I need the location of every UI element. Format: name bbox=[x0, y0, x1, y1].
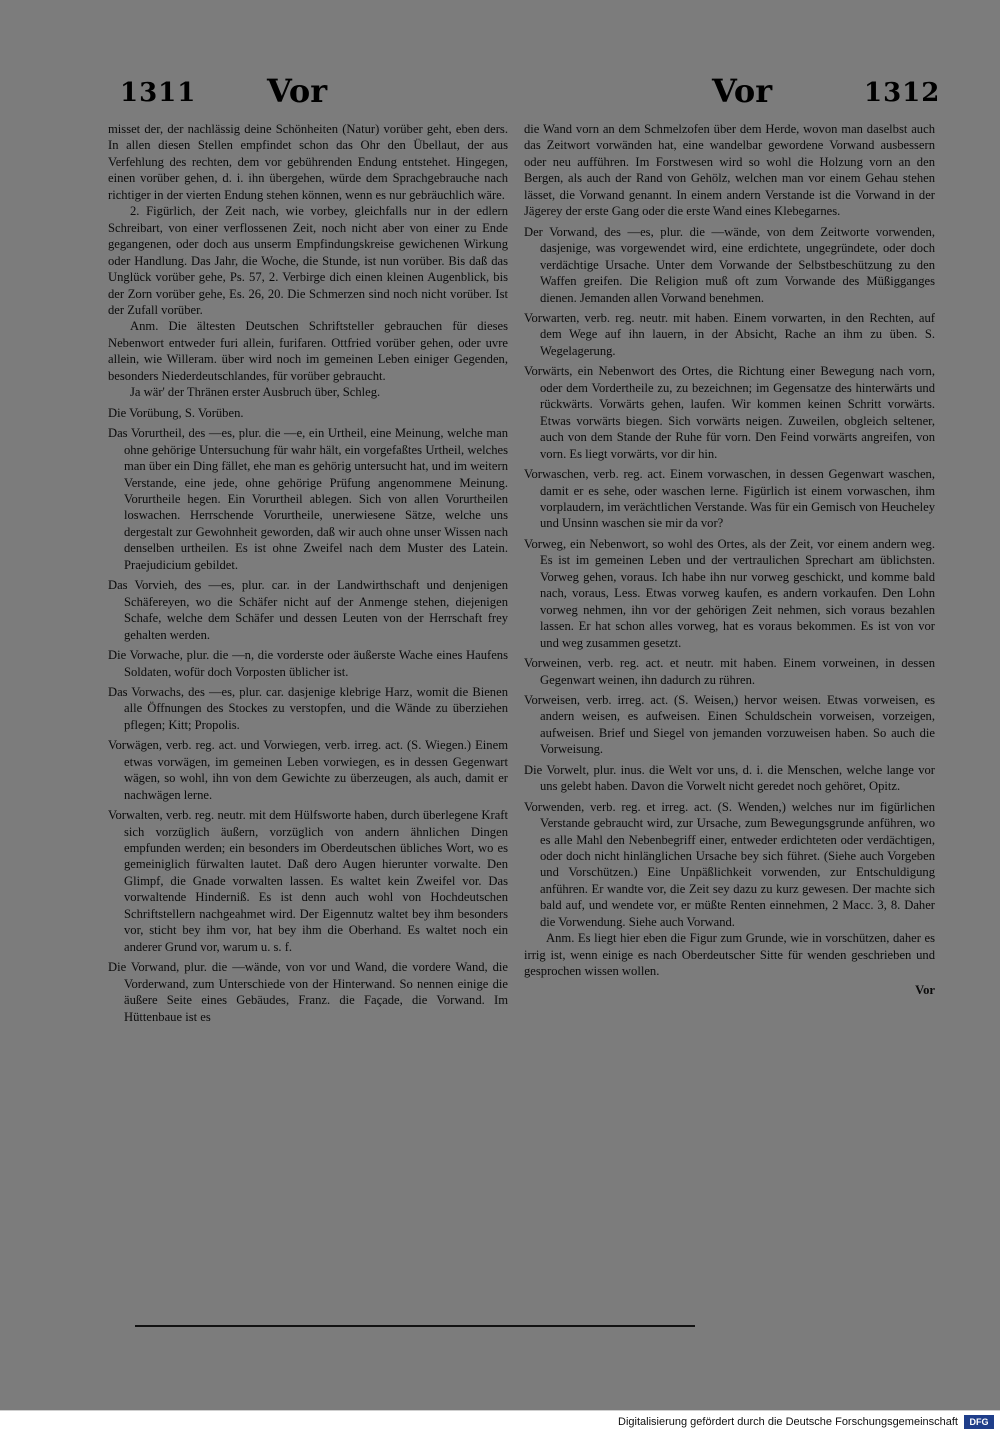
dictionary-entry: Vorwarten, verb. reg. neutr. mit haben. Einem vorwarten, in den Rechten, auf dem Wege auf ihn lauern, in der Absicht, Rache an ihm zu üben. S. Wegelagerung. bbox=[524, 310, 935, 358]
dictionary-entry: Vorwägen, verb. reg. act. und Vorwiegen, verb. irreg. act. (S. Wiegen.) Einem etwas vorwägen, im gemeinen Leben vorwiegen, es in dessen Gegenwart wägen, so wohl, ihn von dem Gewichte zu überzeugen, als auch, damit er nachwägen lerne. bbox=[108, 738, 508, 802]
dfg-logo: DFG bbox=[964, 1415, 994, 1429]
dictionary-entry: Vorweisen, verb. irreg. act. (S. Weisen,) hervor weisen. Etwas vorweisen, es andern weisen, es aufweisen. Einen Schuldschein vorweisen, vorzeigen, aufweisen. Brief und Siegel von jemanden vorzuweisen haben. So auch die Vorweisung. bbox=[524, 692, 935, 757]
dictionary-entry: Vorwaschen, verb. reg. act. Einem vorwaschen, in dessen Gegenwart waschen, damit er es sehe, oder waschen lerne. Figürlich ist einem vorwaschen, ihm vorplaudern, im verächtlichen Verstande. Was für ein Gemisch von Heucheley und Unsinn waschen sie mir da vor? bbox=[524, 467, 935, 531]
catchword: Vor bbox=[915, 982, 935, 997]
footer-credit-text: Digitalisierung gefördert durch die Deutsche Forschungsgemeinschaft bbox=[618, 1416, 958, 1428]
right-column bbox=[524, 121, 935, 998]
dictionary-entry: misset der, der nachlässig deine Schönheiten (Natur) vorüber geht, eben ders. In allen diesen Stellen empfindet schon das Ohr den Übellaut, der aus Verfehlung des rechten, dem vor gebührenden Endung entstehet. Hingegen, einen vorüber gehen, d. i. ihn übergehen, würde dem Sprachgebrauche nach richtiger in der vierten Endung stehen können, wenn es nur gebräuchlich wäre. bbox=[108, 122, 508, 202]
dictionary-entry: Vorwenden, verb. reg. et irreg. act. (S. Wenden,) welches nur im figürlichen Verstande gebraucht wird, zur Ursache, zum Bewegungsgrunde anführen, wo es alle Mahl den Nebenbegriff einer, entweder erdichteten oder verdächtigen, oder doch nicht hinlänglichen Ursache bey sich führet. (Siehe auch Vorgeben und Vorschützen.) Eine Unpäßlichkeit vorwenden, zur Entschuldigung anführen. Er wandte vor, die Zeit sey dazu zu kurz gewesen. Der machte sich bald auf, und wendete vor, er müßte Renten einnehmen, 2 Macc. 3, 8. Daher die Vorwendung. Siehe auch Vorwand. bbox=[524, 799, 935, 929]
page-number-left: 1311 bbox=[120, 78, 197, 108]
dictionary-entry: Der Vorwand, des —es, plur. die —wände, von dem Zeitworte vorwenden, dasjenige, was vorgewendet wird, eine erdichtete, ungegründete, oder doch verdächtige Ursache. Unter dem Vorwande der Selbstbeschützung zu den Waffen greifen. Die Religion muß oft zum Vorwande des Müßigganges dienen. Jemanden allen Vorwand benehmen. bbox=[524, 224, 935, 305]
dictionary-entry: Die Vorwelt, plur. inus. die Welt vor uns, d. i. die Menschen, welche lange vor uns gelebt haben. Davon die Vorwelt nicht geredet noch gehöret, Opitz. bbox=[524, 762, 935, 794]
running-head-left: Vor bbox=[267, 72, 328, 110]
dictionary-entry: Die Vorwand, plur. die —wände, von vor und Wand, die vordere Wand, die Vorderwand, zum Unterschiede von der Hinterwand. So nennen einige die äußere Seite eines Gebäudes, Franz. die Façade, die Vorwand. Im Hüttenbaue ist es bbox=[108, 960, 508, 1024]
left-column bbox=[108, 121, 508, 1025]
dictionary-entry: 2. Figürlich, der Zeit nach, wie vorbey, gleichfalls nur in der edlern Schreibart, von einer verflossenen Zeit, noch nicht aber von einer zu Ende gegangenen, oder doch aus unserm Empfindungskreise gewichenen Wirkung oder Handlung. Das Jahr, die Woche, die Stunde, ist nun vorüber. Bis daß das Unglück vorüber gehe, Ps. 57, 2. Verbirge dich einen kleinen Augenblick, bis der Zorn vorüber gehe, Es. 26, 20. Die Schmerzen sind noch nicht vorüber. Ist der Zufall vorüber. bbox=[108, 204, 508, 317]
dictionary-entry: Ja wär' der Thränen erster Ausbruch über, Schleg. bbox=[130, 385, 381, 400]
dictionary-entry: Vorwärts, ein Nebenwort des Ortes, die Richtung einer Bewegung nach vorn, oder dem Vordertheile zu, zu bezeichnen; im Gegensatze des hinterwärts und rückwärts. Vorwärts gehen, laufen. Wir kommen keinen Schritt vorwärts. Etwas vorwärts biegen. Sich vorwärts neigen. Zuweilen, obgleich seltener, auch von dem Stande der Ruhe für vorn. Den Feind vorwärts angreifen, von vorn. Es liegt vorwärts, vor dir hin. bbox=[524, 364, 935, 461]
dictionary-entry: die Wand vorn an dem Schmelzofen über dem Herde, wovon man daselbst auch das Zeitwort vorwänden hat, eine wandelbar gewordene Vorwand ausbessern oder neu aufführen. Im Forstwesen wird so wohl die Holzung vorn an den Bergen, als auch der Rand von Gehölz, welchen man vor einem Gehau stehen lässet, die Vorwand genannt. In einem andern Verstande ist die Vorwand in der Jägerey der erste Gang oder die erste Wand eines Klebegarnes. bbox=[524, 122, 935, 219]
dictionary-entry: Das Vorurtheil, des —es, plur. die —e, ein Urtheil, eine Meinung, welche man ohne gehörige Untersuchung für wahr hält, ein vorgefaßtes Urtheil, welches man über ein Ding fället, ehe man es gehörig untersucht hat, und im weitern Verstande, eine jede, ohne gehörige Prüfung angenommene Meinung. Vorurtheile hegen. Ein Vorurtheil ablegen. Sich von allen Vorurtheilen loswachen. Herrschende Vorurtheile, unerwiesene Sätze, welche uns dergestalt zur Gewohnheit geworden, daß wir auch ohne unser Wissen nach denselben urtheilen. Es ist ohne Zweifel nach dem Muster des Latein. Praejudicium gebildet. bbox=[108, 426, 508, 572]
running-head-right: Vor bbox=[712, 72, 773, 110]
dictionary-entry: Anm. Die ältesten Deutschen Schriftsteller gebrauchen für dieses Nebenwort entweder furi allein, furifaren. Ottfried vorüber gehen, oder uvre allein, wie Willeram. über wird noch im gemeinen Leben einiger Gegenden, besonders Niederdeutschlandes, für vorüber gebraucht. bbox=[108, 319, 508, 383]
dictionary-entry: Anm. Es liegt hier eben die Figur zum Grunde, wie in vorschützen, daher es irrig ist, wenn einige es nach Oberdeutscher Sitte für wenden geschrieben und gesprochen wissen wollen. bbox=[524, 931, 935, 979]
dictionary-entry: Vorwalten, verb. reg. neutr. mit dem Hülfsworte haben, durch überlegene Kraft sich vorzüglich äußern, vorzüglich von andern ähnlichen Dingen empfunden werden; ein besonders im Oberdeutschen übliches Wort, wo es gemeiniglich fürwalten lautet. Daß dero Augen hierunter vorwalte. Den Glimpf, die Gnade vorwalten lassen. Es waltet kein Zweifel vor. Das vorwaltende Hinderniß. Es ist denn auch wohl von Hochdeutschen Schriftstellern nachgeahmet wird. Der Eigennutz waltet bey ihm besonders vor, sticht bey ihm vor, hat bey ihm die Oberhand. Es waltet noch ein anderer Grund vor, warum u. s. f. bbox=[108, 808, 508, 954]
dictionary-entry: Die Vorübung, S. Vorüben. bbox=[108, 405, 244, 420]
dictionary-entry: Das Vorwachs, des —es, plur. car. dasjenige klebrige Harz, womit die Bienen alle Öffnungen des Stockes zu verstopfen, und die Wände zu überziehen pflegen; Kitt; Propolis. bbox=[108, 684, 508, 732]
page-number-right: 1312 bbox=[864, 78, 941, 108]
bottom-rule bbox=[135, 1325, 695, 1327]
footer-bar bbox=[0, 1410, 1000, 1433]
dictionary-entry: Vorweinen, verb. reg. act. et neutr. mit haben. Einem vorweinen, in dessen Gegenwart weinen, ihn dadurch zu rühren. bbox=[524, 656, 935, 687]
dictionary-entry: Die Vorwache, plur. die —n, die vorderste oder äußerste Wache eines Haufens Soldaten, wofür doch Vorposten üblicher ist. bbox=[108, 648, 508, 679]
scanned-page bbox=[92, 58, 960, 1403]
dictionary-entry: Das Vorvieh, des —es, plur. car. in der Landwirthschaft und denjenigen Schäfereyen, wo die Schäfer nicht auf der Anmenge stehen, diejenigen Schafe, welche dem Schäfer und dessen Leuten von der Herrschaft frey gehalten werden. bbox=[108, 578, 508, 642]
dictionary-entry: Vorweg, ein Nebenwort, so wohl des Ortes, als der Zeit, vor einem andern weg. Es ist im gemeinen Leben und der vertraulichen Sprechart am üblichsten. Vorweg gehen, voraus. Ich habe ihn nur vorweg geschickt, und komme bald nach, voraus, Less. Etwas vorweg kaufen, es andern vorkaufen. Den Lohn vorweg nehmen, ihn vor der gehörigen Zeit nehmen, sich voraus bezahlen lassen. Er hat schon alles vorweg, hat es voraus bekommen. Es ist von vor und weg zusammen gesetzt. bbox=[524, 536, 935, 650]
